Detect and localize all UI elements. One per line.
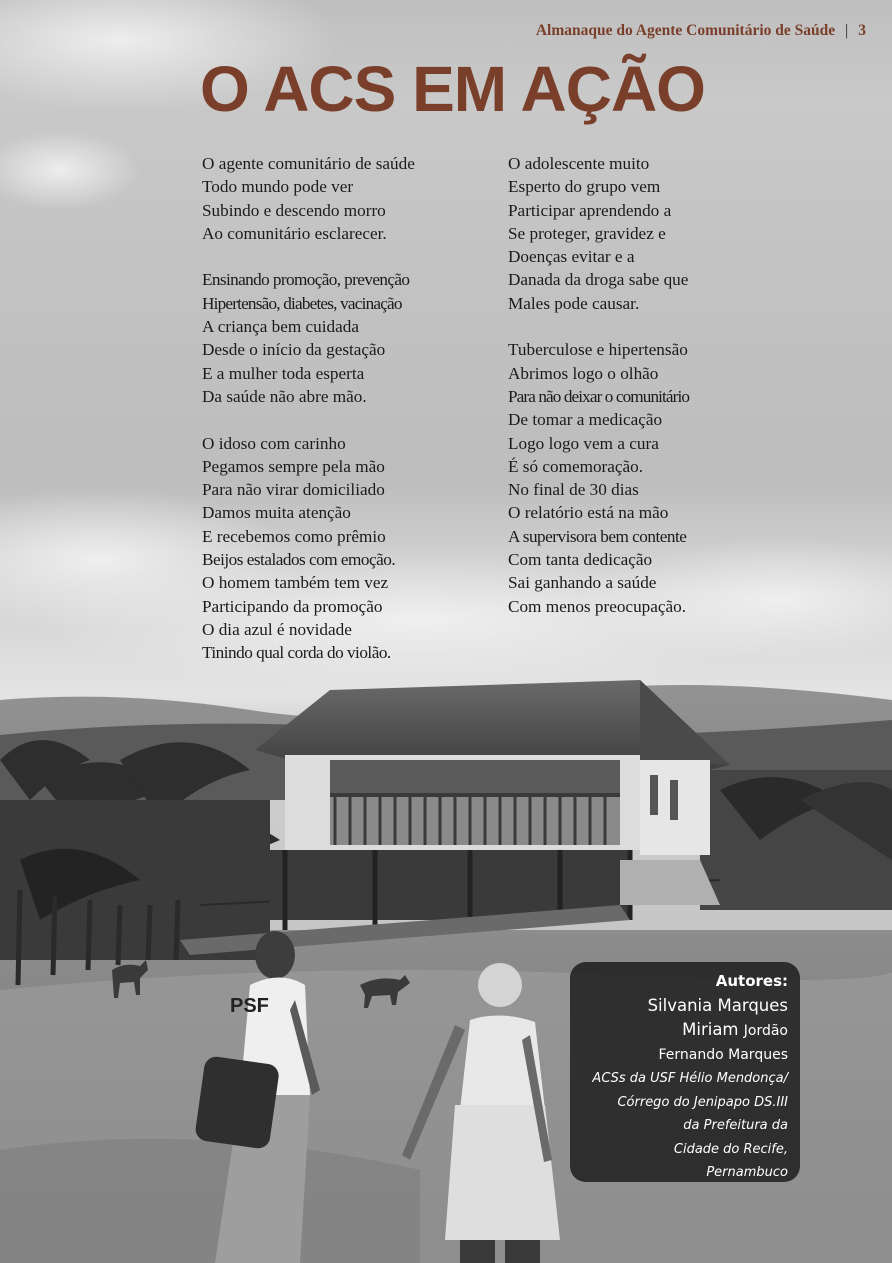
poem-line: Abrimos logo o olhão bbox=[508, 363, 659, 383]
poem-line: Subindo e descendo morro bbox=[202, 200, 386, 220]
author-name: Silvania Marques bbox=[647, 996, 788, 1015]
publication-name: Almanaque do Agente Comunitário de Saúde bbox=[535, 22, 836, 39]
shirt-text: PSF bbox=[230, 995, 269, 1017]
poem-line: Damos muita atenção bbox=[202, 503, 351, 523]
poem-line: O agente comunitário de saúde bbox=[202, 154, 415, 173]
page-title: O ACS EM AÇÃO bbox=[200, 53, 705, 125]
poem-line: Todo mundo pode ver bbox=[202, 177, 354, 197]
author-surname: Jordão bbox=[743, 1023, 788, 1039]
poem-line: Doenças evitar e a bbox=[508, 247, 635, 267]
poem-line: Desde o início da gestação bbox=[202, 340, 386, 360]
poem-line: Danada da droga sabe que bbox=[508, 270, 689, 290]
poem-line: Se proteger, gravidez e bbox=[508, 223, 666, 243]
poem-line: E a mulher toda esperta bbox=[202, 363, 365, 383]
author-name: Fernando Marques bbox=[658, 1047, 788, 1063]
poem-line: De tomar a medicação bbox=[508, 410, 663, 430]
author-name-line bbox=[580, 1018, 788, 1043]
poem-line: Participando da promoção bbox=[202, 596, 383, 616]
poem-line: Logo logo vem a cura bbox=[508, 433, 659, 453]
poem-line: Para não deixar o comunitário bbox=[508, 386, 690, 406]
authors-label: Autores: bbox=[715, 972, 788, 990]
poem-line: Ao comunitário esclarecer. bbox=[202, 223, 387, 243]
poem-line: Hipertensão, diabetes, vacinação bbox=[202, 293, 402, 313]
poem-line: Esperto do grupo vem bbox=[508, 177, 661, 197]
poem-stanza bbox=[508, 338, 798, 618]
poem-stanza bbox=[202, 268, 492, 408]
poem-stanza bbox=[202, 152, 492, 245]
poem-line: Com tanta dedicação bbox=[508, 550, 653, 570]
poem-line: Beijos estalados com emoção. bbox=[202, 550, 396, 570]
author-affiliation: Córrego do Jenipapo DS.III bbox=[617, 1094, 788, 1110]
poem-line: É só comemoração. bbox=[508, 456, 644, 476]
poem-line: Sai ganhando a saúde bbox=[508, 573, 657, 593]
poem-line: O adolescente muito bbox=[508, 154, 650, 173]
authors-box bbox=[570, 962, 800, 1182]
poem-line: Com menos preocupação. bbox=[508, 596, 687, 616]
poem-line: Males pode causar. bbox=[508, 293, 640, 313]
right-vegetation bbox=[700, 770, 892, 910]
poem-line: Tuberculose e hipertensão bbox=[508, 340, 688, 360]
page-number: 3 bbox=[858, 22, 866, 39]
author-affiliation: da Prefeitura da bbox=[683, 1118, 788, 1133]
poem-stanza bbox=[202, 432, 492, 665]
poem-line: Da saúde não abre mão. bbox=[202, 386, 367, 406]
poem-line: Ensinando promoção, prevenção bbox=[202, 270, 410, 290]
poem-line: O idoso com carinho bbox=[202, 433, 346, 453]
poem-left-column bbox=[202, 152, 492, 688]
author-first-name: Miriam bbox=[682, 1020, 739, 1039]
poem-line: Pegamos sempre pela mão bbox=[202, 456, 385, 476]
header-separator: | bbox=[845, 22, 849, 39]
author-affiliation: Pernambuco bbox=[706, 1165, 788, 1180]
poem-line: O relatório está na mão bbox=[508, 503, 669, 523]
poem-line: O dia azul é novidade bbox=[202, 619, 352, 639]
author-affiliation: Cidade do Recife, bbox=[673, 1141, 788, 1157]
poem-line: E recebemos como prêmio bbox=[202, 526, 386, 546]
poem-line: A criança bem cuidada bbox=[202, 317, 359, 337]
poem-right-column bbox=[508, 152, 798, 641]
poem-line: Participar aprendendo a bbox=[508, 200, 672, 220]
author-affiliation: ACSs da USF Hélio Mendonça/ bbox=[592, 1071, 788, 1086]
poem-line: Tinindo qual corda do violão. bbox=[202, 643, 391, 663]
poem-line: A supervisora bem contente bbox=[508, 526, 687, 546]
poem-stanza bbox=[508, 152, 798, 315]
running-header bbox=[536, 22, 866, 40]
poem-line: O homem também tem vez bbox=[202, 573, 389, 593]
poem-line: No final de 30 dias bbox=[508, 480, 639, 500]
poem-line: Para não virar domiciliado bbox=[202, 480, 385, 500]
